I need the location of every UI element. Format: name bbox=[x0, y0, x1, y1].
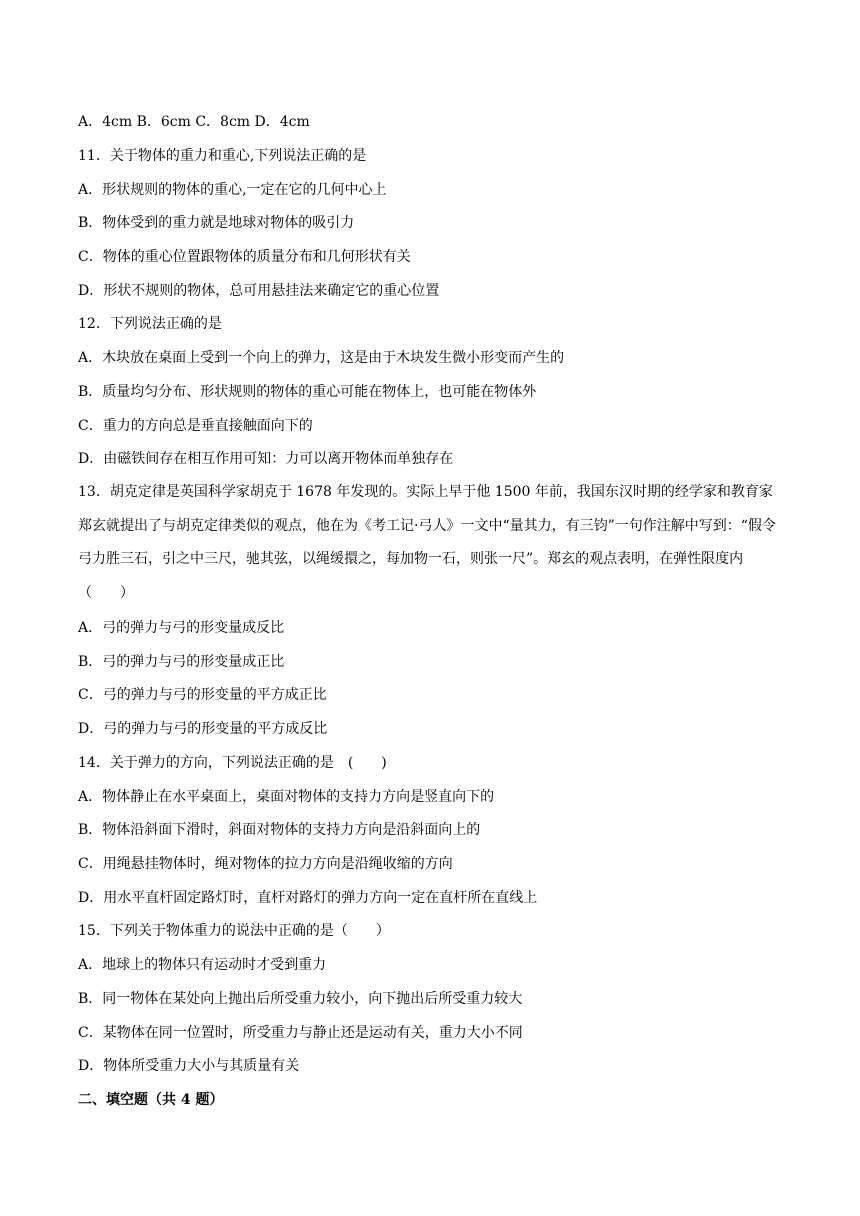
q13-option-d: D．弓的弹力与弓的形变量的平方成反比 bbox=[78, 721, 328, 737]
q15-option-a: A．地球上的物体只有运动时才受到重力 bbox=[78, 957, 327, 973]
q12-option-b: B．质量均匀分布、形状规则的物体的重心可能在物体上，也可能在物体外 bbox=[78, 384, 537, 400]
q15-option-b: B．同一物体在某处向上抛出后所受重力较小，向下抛出后所受重力较大 bbox=[78, 991, 523, 1007]
q12-option-d: D．由磁铁间存在相互作用可知：力可以离开物体而单独存在 bbox=[78, 451, 454, 467]
q14-option-b: B．物体沿斜面下滑时，斜面对物体的支持力方向是沿斜面向上的 bbox=[78, 822, 481, 838]
q13-option-a: A．弓的弹力与弓的形变量成反比 bbox=[78, 620, 285, 636]
section-heading-fill-in: 二、填空题（共 4 题） bbox=[78, 1092, 224, 1108]
q11-option-d: D．形状不规则的物体，总可用悬挂法来确定它的重心位置 bbox=[78, 283, 440, 299]
q11-option-a: A．形状规则的物体的重心,一定在它的几何中心上 bbox=[78, 182, 387, 198]
q12-stem: 12．下列说法正确的是 bbox=[78, 316, 222, 332]
q15-option-c: C．某物体在同一位置时，所受重力与静止还是运动有关，重力大小不同 bbox=[78, 1025, 523, 1041]
q14-option-c: C．用绳悬挂物体时，绳对物体的拉力方向是沿绳收缩的方向 bbox=[78, 856, 453, 872]
q10-options: A．4cm B．6cm C．8cm D．4cm bbox=[78, 114, 310, 130]
q14-stem: 14．关于弹力的方向，下列说法正确的是 ( ) bbox=[78, 755, 387, 771]
q11-option-b: B．物体受到的重力就是地球对物体的吸引力 bbox=[78, 215, 355, 231]
q14-option-d: D．用水平直杆固定路灯时，直杆对路灯的弹力方向一定在直杆所在直线上 bbox=[78, 890, 538, 906]
q11-option-c: C．物体的重心位置跟物体的质量分布和几何形状有关 bbox=[78, 249, 411, 265]
q13-stem: 13．胡克定律是英国科学家胡克于 1678 年发现的。实际上早于他 1500 年前，我国东汉时期的经学家和教育家郑玄就提出了与胡克定律类似的观点，他在为《考工记·弓人》一文中“量其力，有三钧”一句作注解中写到：“假令弓力胜三石，引之中三尺，驰其弦，以绳缓擐之，每加物一石，则张一尺”。郑玄的观点表明，在弹性限度内（ ） bbox=[78, 484, 776, 601]
q13-option-b: B．弓的弹力与弓的形变量成正比 bbox=[78, 654, 285, 670]
q11-stem: 11．关于物体的重力和重心,下列说法正确的是 bbox=[78, 148, 367, 164]
q15-option-d: D．物体所受重力大小与其质量有关 bbox=[78, 1058, 300, 1074]
q12-option-a: A．木块放在桌面上受到一个向上的弹力，这是由于木块发生微小形变而产生的 bbox=[78, 350, 565, 366]
q12-option-c: C．重力的方向总是垂直接触面向下的 bbox=[78, 418, 313, 434]
q14-option-a: A．物体静止在水平桌面上，桌面对物体的支持力方向是竖直向下的 bbox=[78, 789, 495, 805]
q15-stem: 15．下列关于物体重力的说法中正确的是（ ） bbox=[78, 923, 390, 939]
q13-option-c: C．弓的弹力与弓的形变量的平方成正比 bbox=[78, 687, 327, 703]
